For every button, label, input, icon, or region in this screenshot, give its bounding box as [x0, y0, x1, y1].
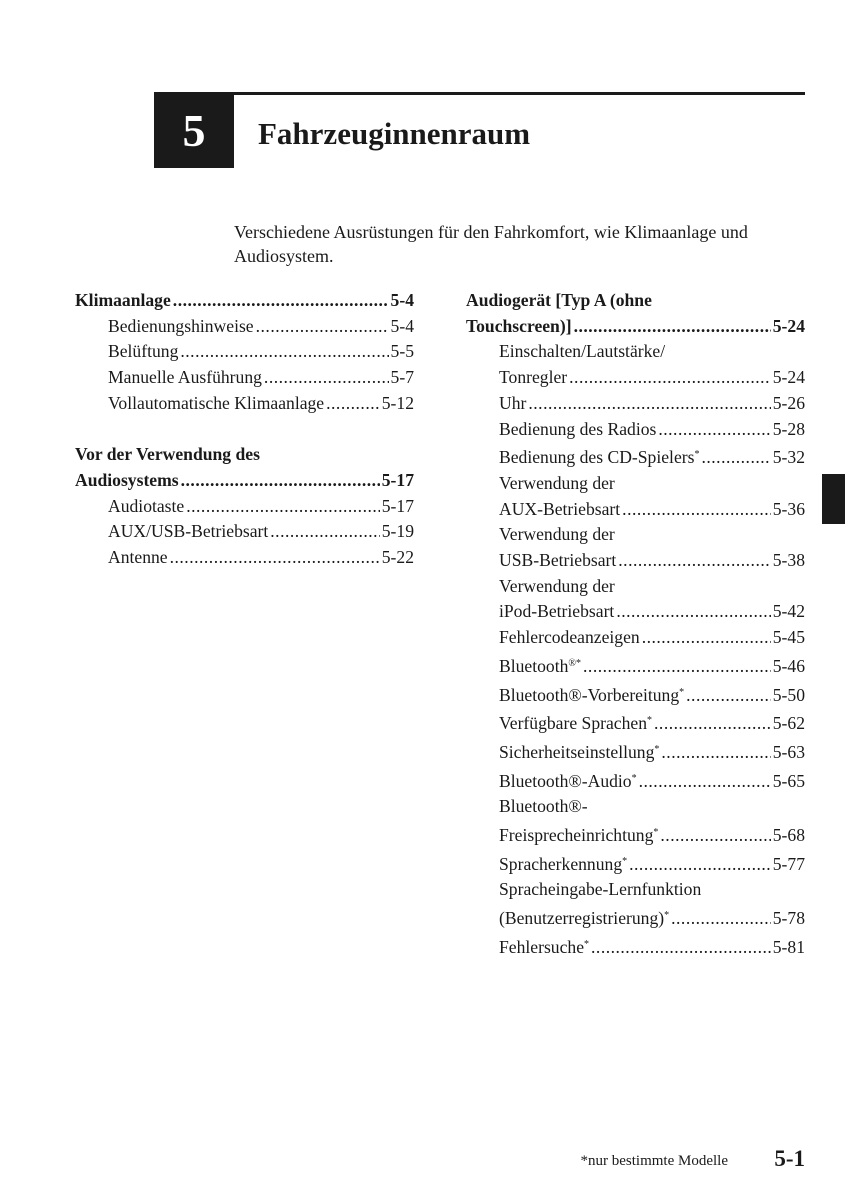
toc-page-ref: 5-77 [772, 853, 805, 874]
toc-entry-label [499, 766, 637, 795]
toc-entry[interactable] [466, 442, 805, 471]
toc-page-ref: 5-28 [772, 418, 805, 439]
toc-heading-line: Vor der Verwendung des [75, 444, 260, 465]
toc-section-audiosystem [75, 442, 414, 571]
dot-leader [256, 314, 389, 340]
toc-left-column [75, 288, 414, 596]
toc-entry-label: Belüftung [108, 341, 179, 362]
model-footnote-mark: * [631, 772, 637, 784]
dot-leader [591, 935, 771, 961]
model-footnote-mark: * [653, 827, 659, 839]
toc-page-ref: 5-17 [381, 469, 414, 490]
toc-page-ref: 5-78 [772, 908, 805, 929]
chapter-number: 5 [182, 104, 206, 156]
toc-page-ref: 5-12 [381, 392, 414, 413]
toc-entry[interactable] [466, 903, 805, 932]
dot-leader [642, 625, 771, 651]
toc-page-ref: 5-50 [772, 684, 805, 705]
entry-text: Fehlersuche [499, 936, 585, 957]
entry-text: Spracherkennung [499, 853, 623, 874]
toc-heading-label: Touchscreen)] [466, 315, 572, 336]
chapter-number-box [154, 92, 234, 168]
toc-page-ref: 5-22 [381, 547, 414, 568]
toc-page-ref: 5-65 [772, 770, 805, 791]
entry-text: Verfügbare Sprachen [499, 713, 648, 734]
toc-entry[interactable] [466, 766, 805, 795]
dot-leader [701, 445, 770, 471]
model-footnote-mark: * [584, 938, 590, 950]
toc-entry-label [499, 932, 589, 961]
dot-leader [618, 548, 770, 574]
toc-entry-label [499, 442, 699, 471]
toc-page-ref: 5-36 [772, 498, 805, 519]
toc-entry[interactable] [75, 494, 414, 520]
toc-page-ref: 5-24 [772, 367, 805, 388]
toc-entry[interactable] [466, 651, 805, 680]
toc-heading-entry[interactable] [75, 288, 414, 314]
toc-page-ref: 5-46 [772, 655, 805, 676]
dot-leader [264, 365, 389, 391]
toc-entry-line: Verwendung der [499, 575, 615, 596]
toc-entry-label: AUX/USB-Betriebsart [108, 521, 269, 542]
toc-entry-line: Verwendung der [499, 472, 615, 493]
toc-heading-line: Audiogerät [Typ A (ohne [466, 290, 652, 310]
entry-text: Bedienung des CD-Spielers [499, 447, 695, 468]
toc-heading-label: Klimaanlage [75, 290, 171, 310]
toc-entry-label: AUX-Betriebsart [499, 498, 621, 519]
toc-entry-label: Antenne [108, 547, 168, 568]
toc-page-ref: 5-81 [772, 936, 805, 957]
toc-entry[interactable] [466, 548, 805, 574]
toc-entry-label: Bedienung des Radios [499, 418, 657, 439]
toc-entry[interactable] [75, 365, 414, 391]
toc-page-ref: 5-17 [381, 495, 414, 516]
dot-leader [661, 740, 770, 766]
toc-entry-label: USB-Betriebsart [499, 550, 617, 571]
toc-page-ref: 5-24 [772, 315, 805, 336]
toc-entry[interactable] [75, 339, 414, 365]
toc-heading-label: Audiosystems [75, 469, 179, 490]
dot-leader [639, 769, 771, 795]
footnote-models: *nur bestimmte Modelle [580, 1153, 728, 1169]
chapter-thumb-tab [822, 474, 845, 524]
toc-page-ref: 5-7 [390, 367, 414, 388]
toc-page-ref: 5-68 [772, 825, 805, 846]
toc-entry[interactable] [75, 314, 414, 340]
toc-entry-label [499, 849, 627, 878]
chapter-intro: Verschiedene Ausrüstungen für den Fahrkomfort, wie Klimaanlage und Audiosystem. [234, 222, 748, 266]
toc-page-ref: 5-32 [772, 447, 805, 468]
toc-entry[interactable] [466, 391, 805, 417]
toc-page-ref: 5-26 [772, 392, 805, 413]
toc-entry[interactable] [466, 599, 805, 625]
entry-text: Bluetooth®-Audio [499, 770, 632, 791]
entry-text: Bluetooth [499, 655, 569, 676]
toc-entry-line: Einschalten/Lautstärke/ [499, 341, 666, 362]
toc-entry-label: Uhr [499, 392, 527, 413]
toc-page-ref: 5-63 [772, 741, 805, 762]
toc-entry[interactable] [466, 849, 805, 878]
toc-entry[interactable] [75, 545, 414, 571]
toc-entry-label [499, 737, 659, 766]
toc-entry-label: Fehlercodeanzeigen [499, 627, 640, 648]
toc-section-klimaanlage [75, 288, 414, 417]
model-footnote-mark: * [679, 686, 685, 698]
toc-heading-entry[interactable] [466, 314, 805, 340]
toc-page-ref: 5-4 [390, 315, 414, 336]
toc-entry-label: Tonregler [499, 367, 568, 388]
toc-entry-label: iPod-Betriebsart [499, 601, 615, 622]
model-footnote-mark: * [664, 910, 670, 922]
entry-text: (Benutzerregistrierung) [499, 908, 665, 929]
toc-entry-label: Manuelle Ausführung [108, 367, 262, 388]
dot-leader [186, 494, 380, 520]
toc-entry-label [499, 903, 669, 932]
toc-entry[interactable] [75, 391, 414, 417]
toc-page-ref: 5-45 [772, 627, 805, 648]
toc-entry-label: Audiotaste [108, 495, 185, 516]
toc-entry[interactable] [466, 932, 805, 961]
toc-entry[interactable] [466, 680, 805, 709]
page-number: 5-1 [774, 1146, 805, 1171]
toc-page-ref: 5-62 [772, 713, 805, 734]
dot-leader [660, 823, 770, 849]
dot-leader [629, 852, 771, 878]
toc-page-ref: 5-4 [390, 290, 414, 310]
toc-entry-label [499, 680, 684, 709]
entry-text: Bluetooth®-Vorbereitung [499, 684, 680, 705]
toc-entry[interactable] [466, 625, 805, 651]
toc-page-ref: 5-42 [772, 601, 805, 622]
entry-text: Freisprecheinrichtung [499, 825, 654, 846]
entry-text: Sicherheitseinstellung [499, 741, 655, 762]
toc-entry-label [499, 820, 658, 849]
dot-leader [170, 545, 380, 571]
dot-leader [326, 391, 380, 417]
toc-page-ref: 5-38 [772, 550, 805, 571]
toc-entry[interactable] [466, 820, 805, 849]
model-footnote-mark: * [654, 743, 660, 755]
toc-entry[interactable] [75, 519, 414, 545]
dot-leader [180, 339, 388, 365]
toc-entry-label: Vollautomatische Klimaanlage [108, 392, 325, 413]
toc-heading-entry[interactable] [75, 468, 414, 494]
toc-right-column [466, 288, 805, 961]
dot-leader [616, 599, 770, 625]
dot-leader [686, 683, 771, 709]
toc-page-ref: 5-5 [390, 341, 414, 362]
dot-leader [569, 365, 771, 391]
dot-leader [270, 519, 379, 545]
toc-entry-label [499, 651, 581, 680]
toc-entry[interactable] [466, 365, 805, 391]
dot-leader [658, 417, 770, 443]
header-rule [234, 92, 805, 95]
dot-leader [654, 711, 771, 737]
model-footnote-mark: ®* [568, 657, 582, 669]
toc-entry-label [499, 708, 652, 737]
toc-entry-line: Bluetooth®- [499, 796, 588, 817]
toc-entry[interactable] [466, 708, 805, 737]
toc-entry[interactable] [466, 497, 805, 523]
dot-leader [173, 288, 389, 314]
toc-entry[interactable] [466, 737, 805, 766]
toc-page-ref: 5-19 [381, 521, 414, 542]
model-footnote-mark: * [622, 855, 628, 867]
dot-leader [528, 391, 770, 417]
dot-leader [671, 906, 771, 932]
dot-leader [583, 654, 771, 680]
dot-leader [574, 314, 771, 340]
dot-leader [622, 497, 771, 523]
model-footnote-mark: * [647, 715, 653, 727]
toc-entry-line: Spracheingabe-Lernfunktion [499, 879, 702, 900]
dot-leader [181, 468, 380, 494]
chapter-title: Fahrzeuginnenraum [258, 116, 531, 151]
model-footnote-mark: * [694, 449, 700, 461]
toc-entry-line: Verwendung der [499, 524, 615, 545]
toc-entry-label: Bedienungshinweise [108, 315, 254, 336]
toc-entry[interactable] [466, 417, 805, 443]
